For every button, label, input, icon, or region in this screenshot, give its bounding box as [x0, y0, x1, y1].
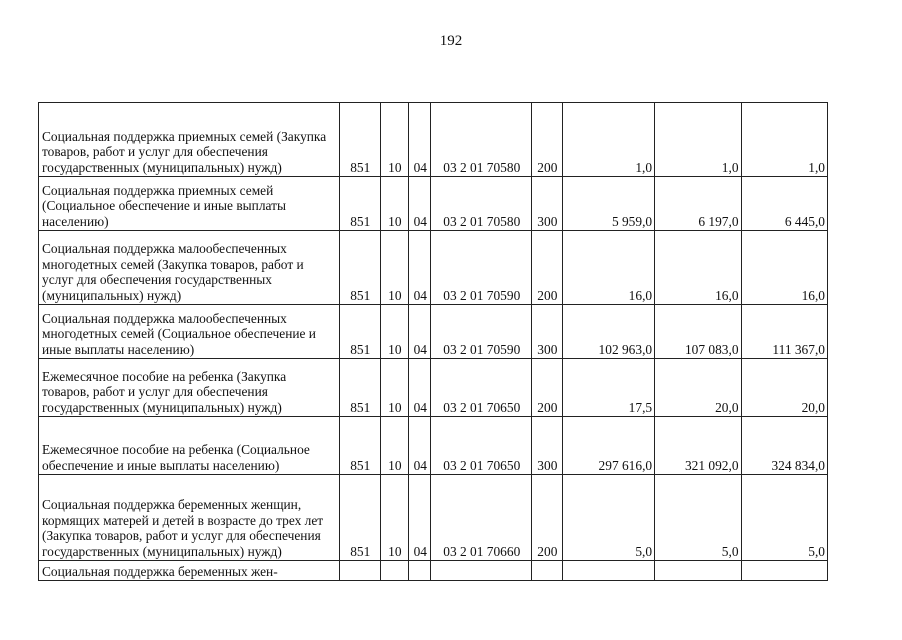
expense-type-code: 200 [532, 231, 563, 305]
target-article-code: 03 2 01 70580 [431, 177, 532, 231]
ministry-code: 851 [339, 359, 380, 417]
amount-year-1: 102 963,0 [562, 305, 655, 359]
budget-table [38, 102, 828, 581]
target-article-code: 03 2 01 70590 [431, 305, 532, 359]
amount-year-1: 16,0 [562, 231, 655, 305]
amount-year-2: 5,0 [655, 475, 741, 561]
row-description: Социальная поддержка приемных семей (Социальное обеспечение и иные выплаты населению) [39, 177, 340, 231]
table-row [39, 177, 828, 231]
expense-type-code: 300 [532, 417, 563, 475]
subsection-code: 04 [409, 305, 431, 359]
amount-year-2: 20,0 [655, 359, 741, 417]
row-description: Социальная поддержка малообеспеченных многодетных семей (Закупка товаров, работ и услуг для обеспечения государственных (муниципальных) нужд) [39, 231, 340, 305]
target-article-code: 03 2 01 70660 [431, 475, 532, 561]
amount-year-3: 6 445,0 [741, 177, 827, 231]
expense-type-code: 200 [532, 103, 563, 177]
ministry-code [339, 561, 380, 581]
ministry-code: 851 [339, 475, 380, 561]
table-row [39, 417, 828, 475]
expense-type-code: 200 [532, 359, 563, 417]
subsection-code: 04 [409, 475, 431, 561]
section-code: 10 [380, 475, 408, 561]
subsection-code: 04 [409, 231, 431, 305]
ministry-code: 851 [339, 231, 380, 305]
table-row [39, 561, 828, 581]
amount-year-2: 321 092,0 [655, 417, 741, 475]
amount-year-2 [655, 561, 741, 581]
amount-year-2: 1,0 [655, 103, 741, 177]
target-article-code: 03 2 01 70650 [431, 359, 532, 417]
amount-year-1: 17,5 [562, 359, 655, 417]
amount-year-3: 1,0 [741, 103, 827, 177]
target-article-code: 03 2 01 70580 [431, 103, 532, 177]
section-code: 10 [380, 177, 408, 231]
amount-year-1: 5,0 [562, 475, 655, 561]
amount-year-2: 107 083,0 [655, 305, 741, 359]
row-description: Ежемесячное пособие на ребенка (Закупка товаров, работ и услуг для обеспечения государственных (муниципальных) нужд) [39, 359, 340, 417]
table-row [39, 305, 828, 359]
page-number: 192 [439, 33, 463, 49]
section-code: 10 [380, 359, 408, 417]
expense-type-code: 300 [532, 305, 563, 359]
row-description: Социальная поддержка беременных женщин, кормящих матерей и детей в возрасте до трех лет (Закупка товаров, работ и услуг для обеспечения государственных (муниципальных) нужд) [39, 475, 340, 561]
expense-type-code: 200 [532, 475, 563, 561]
section-code: 10 [380, 305, 408, 359]
target-article-code [431, 561, 532, 581]
ministry-code: 851 [339, 417, 380, 475]
target-article-code: 03 2 01 70590 [431, 231, 532, 305]
amount-year-2: 6 197,0 [655, 177, 741, 231]
amount-year-1: 1,0 [562, 103, 655, 177]
table-row [39, 359, 828, 417]
expense-type-code: 300 [532, 177, 563, 231]
ministry-code: 851 [339, 177, 380, 231]
amount-year-3: 324 834,0 [741, 417, 827, 475]
table-row [39, 103, 828, 177]
amount-year-1 [562, 561, 655, 581]
amount-year-3: 111 367,0 [741, 305, 827, 359]
target-article-code: 03 2 01 70650 [431, 417, 532, 475]
amount-year-3: 20,0 [741, 359, 827, 417]
amount-year-3: 5,0 [741, 475, 827, 561]
subsection-code: 04 [409, 103, 431, 177]
table-row [39, 231, 828, 305]
row-description: Социальная поддержка малообеспеченных многодетных семей (Социальное обеспечение и иные выплаты населению) [39, 305, 340, 359]
expense-type-code [532, 561, 563, 581]
section-code: 10 [380, 417, 408, 475]
row-description: Ежемесячное пособие на ребенка (Социальное обеспечение и иные выплаты населению) [39, 417, 340, 475]
section-code [380, 561, 408, 581]
subsection-code [409, 561, 431, 581]
amount-year-3: 16,0 [741, 231, 827, 305]
amount-year-1: 297 616,0 [562, 417, 655, 475]
section-code: 10 [380, 103, 408, 177]
amount-year-1: 5 959,0 [562, 177, 655, 231]
subsection-code: 04 [409, 177, 431, 231]
ministry-code: 851 [339, 103, 380, 177]
table-row [39, 475, 828, 561]
row-description: Социальная поддержка приемных семей (Закупка товаров, работ и услуг для обеспечения государственных (муниципальных) нужд) [39, 103, 340, 177]
section-code: 10 [380, 231, 408, 305]
row-description: Социальная поддержка беременных жен- [39, 561, 340, 581]
subsection-code: 04 [409, 359, 431, 417]
ministry-code: 851 [339, 305, 380, 359]
amount-year-2: 16,0 [655, 231, 741, 305]
subsection-code: 04 [409, 417, 431, 475]
amount-year-3 [741, 561, 827, 581]
